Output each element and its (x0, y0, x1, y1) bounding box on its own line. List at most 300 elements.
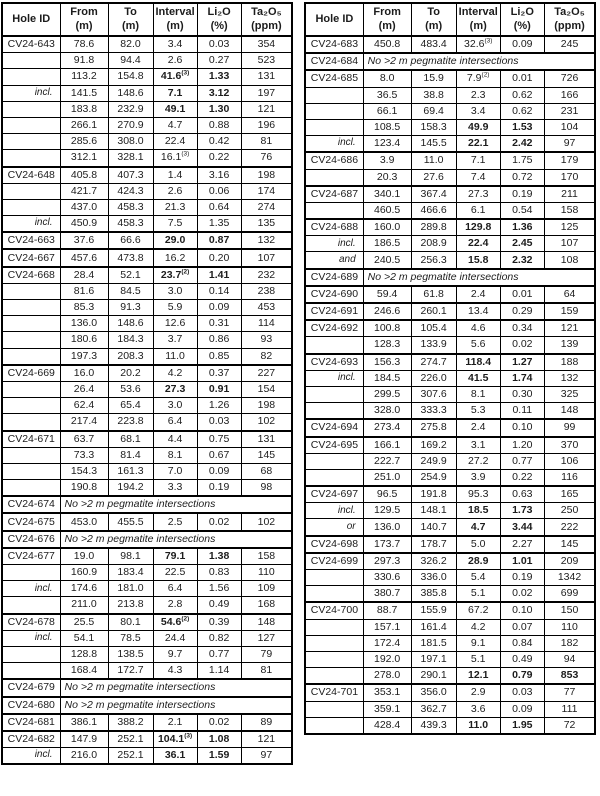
li2o-cell: 2.45 (500, 236, 544, 252)
to-cell: 270.9 (108, 117, 153, 133)
from-cell: 421.7 (60, 183, 108, 199)
table-body (305, 36, 595, 734)
from-cell: 20.3 (363, 169, 411, 186)
table-row (305, 437, 595, 454)
li2o-cell: 0.63 (500, 486, 544, 503)
to-cell: 367.4 (411, 186, 456, 203)
intercept-qualifier-cell: incl. (305, 236, 363, 252)
interval-cell: 22.5 (153, 565, 197, 581)
interval-cell: 3.9 (456, 469, 500, 486)
ta2o5-cell: 222 (544, 519, 595, 536)
from-cell: 380.7 (363, 586, 411, 603)
ta2o5-cell: 211 (544, 186, 595, 203)
table-row (305, 651, 595, 667)
hole-id-cell: CV24-684 (305, 53, 363, 70)
from-cell: 129.5 (363, 503, 411, 519)
hole-id-cell: CV24-648 (2, 167, 60, 184)
footnote-marker: (2) (181, 268, 190, 276)
column-header: Hole ID (2, 3, 60, 36)
hole-id-cell (2, 646, 60, 662)
hole-id-cell: CV24-700 (305, 602, 363, 619)
to-cell: 80.1 (108, 614, 153, 631)
ta2o5-cell: 196 (241, 117, 292, 133)
ta2o5-cell: 111 (544, 701, 595, 717)
table-row (305, 469, 595, 486)
interval-cell: 27.2 (456, 453, 500, 469)
footnote-marker: (2) (481, 71, 490, 79)
table-row (2, 365, 292, 382)
interval-cell: 4.7 (456, 519, 500, 536)
footnote-marker: (2) (181, 615, 190, 623)
table-row (2, 53, 292, 69)
column-header: To (m) (108, 3, 153, 36)
to-cell: 69.4 (411, 103, 456, 119)
interval-cell: 2.5 (153, 513, 197, 530)
interval-cell: 7.4 (456, 169, 500, 186)
hole-id-cell (2, 597, 60, 614)
li2o-cell: 0.77 (500, 453, 544, 469)
to-cell: 191.8 (411, 486, 456, 503)
to-cell: 289.8 (411, 219, 456, 236)
table-row (2, 300, 292, 316)
table-row (305, 252, 595, 269)
column-unit: (m) (469, 19, 487, 32)
from-cell: 278.0 (363, 668, 411, 685)
table-row (2, 117, 292, 133)
li2o-cell: 0.30 (500, 386, 544, 402)
table-row (305, 70, 595, 87)
li2o-cell: 1.59 (197, 748, 241, 765)
ta2o5-cell: 853 (544, 668, 595, 685)
to-cell: 208.3 (108, 348, 153, 365)
li2o-cell: 1.53 (500, 119, 544, 135)
from-cell: 174.6 (60, 581, 108, 597)
to-cell: 84.5 (108, 283, 153, 299)
no-intersection-note: No >2 m pegmatite intersections (60, 679, 292, 696)
ta2o5-cell: 132 (544, 370, 595, 386)
interval-cell: 54.6$^{(2)}$ (153, 614, 197, 631)
li2o-cell: 0.85 (197, 348, 241, 365)
from-cell: 359.1 (363, 701, 411, 717)
li2o-cell: 0.22 (197, 150, 241, 167)
interval-cell: 1.4 (153, 167, 197, 184)
hole-id-cell (2, 283, 60, 299)
from-cell: 297.3 (363, 553, 411, 570)
to-cell: 52.1 (108, 267, 153, 284)
to-cell: 336.0 (411, 570, 456, 586)
table-row (305, 619, 595, 635)
interval-cell: 24.4 (153, 630, 197, 646)
no-intersection-note: No >2 m pegmatite intersections (363, 53, 595, 70)
hole-id-cell: CV24-695 (305, 437, 363, 454)
li2o-cell: 0.86 (197, 332, 241, 348)
li2o-cell: 0.02 (500, 586, 544, 603)
interval-cell: 21.3 (153, 199, 197, 215)
table-row (2, 531, 292, 548)
table-row (305, 553, 595, 570)
from-cell: 37.6 (60, 232, 108, 249)
hole-id-cell (2, 53, 60, 69)
li2o-cell: 0.09 (500, 701, 544, 717)
li2o-cell: 0.37 (197, 365, 241, 382)
li2o-cell: 0.01 (500, 70, 544, 87)
from-cell: 184.5 (363, 370, 411, 386)
hole-id-cell (305, 701, 363, 717)
header-row (2, 3, 292, 36)
interval-cell: 49.1 (153, 101, 197, 117)
interval-cell: 2.6 (153, 183, 197, 199)
to-cell: 53.6 (108, 381, 153, 397)
table-row (2, 69, 292, 85)
table-row (305, 586, 595, 603)
to-cell: 94.4 (108, 53, 153, 69)
interval-cell: 2.6 (153, 53, 197, 69)
interval-cell: 4.6 (456, 320, 500, 337)
from-cell: 240.5 (363, 252, 411, 269)
hole-id-cell (2, 381, 60, 397)
no-intersection-note: No >2 m pegmatite intersections (60, 496, 292, 513)
hole-id-cell: CV24-675 (2, 513, 60, 530)
footnote-marker: (3) (484, 37, 493, 45)
from-cell: 312.1 (60, 150, 108, 167)
li2o-cell: 0.19 (500, 570, 544, 586)
ta2o5-cell: 170 (544, 169, 595, 186)
from-cell: 108.5 (363, 119, 411, 135)
li2o-cell: 0.11 (500, 403, 544, 420)
from-cell: 28.4 (60, 267, 108, 284)
table-row (2, 332, 292, 348)
table-body (2, 36, 292, 764)
ta2o5-cell: 106 (544, 453, 595, 469)
interval-cell: 104.1$^{(3)}$ (153, 731, 197, 748)
table-row (305, 136, 595, 153)
ta2o5-cell: 72 (544, 717, 595, 734)
table-row (305, 668, 595, 685)
li2o-cell: 1.26 (197, 398, 241, 414)
ta2o5-cell: 135 (241, 216, 292, 233)
intercept-qualifier-cell: incl. (305, 370, 363, 386)
li2o-cell: 0.02 (197, 714, 241, 731)
to-cell: 145.5 (411, 136, 456, 153)
to-cell: 105.4 (411, 320, 456, 337)
from-cell: 128.3 (363, 337, 411, 354)
interval-cell: 67.2 (456, 602, 500, 619)
ta2o5-cell: 182 (544, 635, 595, 651)
ta2o5-cell: 64 (544, 286, 595, 303)
to-cell: 249.9 (411, 453, 456, 469)
from-cell: 81.6 (60, 283, 108, 299)
interval-cell: 95.3 (456, 486, 500, 503)
ta2o5-cell: 238 (241, 283, 292, 299)
li2o-cell: 0.20 (197, 249, 241, 266)
to-cell: 154.8 (108, 69, 153, 85)
from-cell: 285.6 (60, 134, 108, 150)
ta2o5-cell: 209 (544, 553, 595, 570)
li2o-cell: 3.44 (500, 519, 544, 536)
hole-id-cell (305, 453, 363, 469)
ta2o5-cell: 354 (241, 36, 292, 53)
from-cell: 217.4 (60, 414, 108, 431)
ta2o5-cell: 245 (544, 36, 595, 53)
interval-cell: 11.0 (456, 717, 500, 734)
ta2o5-cell: 121 (241, 101, 292, 117)
ta2o5-cell: 198 (241, 167, 292, 184)
interval-cell: 2.4 (456, 286, 500, 303)
table-row (2, 249, 292, 266)
from-cell: 428.4 (363, 717, 411, 734)
interval-cell: 8.1 (456, 386, 500, 402)
to-cell: 466.6 (411, 202, 456, 219)
from-cell: 457.6 (60, 249, 108, 266)
li2o-cell: 0.10 (500, 602, 544, 619)
assay-table-right (304, 2, 596, 735)
interval-cell: 8.1 (153, 447, 197, 463)
table-row (305, 337, 595, 354)
ta2o5-cell: 150 (544, 602, 595, 619)
from-cell: 216.0 (60, 748, 108, 765)
to-cell: 194.2 (108, 480, 153, 497)
from-cell: 386.1 (60, 714, 108, 731)
ta2o5-cell: 198 (241, 398, 292, 414)
hole-id-cell: CV24-694 (305, 419, 363, 436)
no-intersection-note: No >2 m pegmatite intersections (60, 531, 292, 548)
li2o-cell: 3.12 (197, 85, 241, 101)
hole-id-cell (305, 586, 363, 603)
to-cell: 308.0 (108, 134, 153, 150)
to-cell: 326.2 (411, 553, 456, 570)
table-row (2, 581, 292, 597)
table-row (305, 536, 595, 553)
table-row (2, 697, 292, 714)
interval-cell: 22.4 (153, 134, 197, 150)
ta2o5-cell: 227 (241, 365, 292, 382)
from-cell: 136.0 (363, 519, 411, 536)
hole-id-cell (305, 169, 363, 186)
to-cell: 184.3 (108, 332, 153, 348)
interval-cell: 3.1 (456, 437, 500, 454)
to-cell: 260.1 (411, 303, 456, 320)
from-cell: 172.4 (363, 635, 411, 651)
table-row (305, 570, 595, 586)
to-cell: 82.0 (108, 36, 153, 53)
table-row (305, 684, 595, 701)
ta2o5-cell: 166 (544, 87, 595, 103)
from-cell: 8.0 (363, 70, 411, 87)
hole-id-cell: CV24-683 (305, 36, 363, 53)
column-header: From (m) (363, 3, 411, 36)
interval-cell: 9.1 (456, 635, 500, 651)
ta2o5-cell: 89 (241, 714, 292, 731)
to-cell: 161.4 (411, 619, 456, 635)
to-cell: 178.7 (411, 536, 456, 553)
hole-id-cell (2, 117, 60, 133)
from-cell: 183.8 (60, 101, 108, 117)
ta2o5-cell: 158 (241, 548, 292, 565)
from-cell: 96.5 (363, 486, 411, 503)
li2o-cell: 1.74 (500, 370, 544, 386)
interval-cell: 27.3 (456, 186, 500, 203)
ta2o5-cell: 109 (241, 581, 292, 597)
hole-id-cell: CV24-689 (305, 269, 363, 286)
table-row (2, 414, 292, 431)
interval-cell: 2.9 (456, 684, 500, 701)
interval-cell: 18.5 (456, 503, 500, 519)
from-cell: 16.0 (60, 365, 108, 382)
ta2o5-cell: 79 (241, 646, 292, 662)
intercept-qualifier-cell: incl. (2, 216, 60, 233)
to-cell: 68.1 (108, 431, 153, 448)
li2o-cell: 0.03 (197, 36, 241, 53)
hole-id-cell: CV24-669 (2, 365, 60, 382)
li2o-cell: 0.29 (500, 303, 544, 320)
to-cell: 197.1 (411, 651, 456, 667)
hole-id-cell: CV24-643 (2, 36, 60, 53)
hole-id-cell (2, 447, 60, 463)
footnote-marker: (3) (181, 69, 190, 77)
from-cell: 437.0 (60, 199, 108, 215)
from-cell: 25.5 (60, 614, 108, 631)
column-header: Ta₂O₅ (ppm) (544, 3, 595, 36)
from-cell: 453.0 (60, 513, 108, 530)
to-cell: 138.5 (108, 646, 153, 662)
hole-id-cell: CV24-692 (305, 320, 363, 337)
from-cell: 128.8 (60, 646, 108, 662)
hole-id-cell: CV24-682 (2, 731, 60, 748)
table-row (2, 679, 292, 696)
to-cell: 252.1 (108, 731, 153, 748)
hole-id-cell (305, 337, 363, 354)
intercept-qualifier-cell: incl. (2, 581, 60, 597)
li2o-cell: 1.38 (197, 548, 241, 565)
hole-id-cell (2, 480, 60, 497)
intercept-qualifier-cell: incl. (305, 136, 363, 153)
li2o-cell: 0.84 (500, 635, 544, 651)
to-cell: 169.2 (411, 437, 456, 454)
table-header (305, 3, 595, 36)
li2o-cell: 0.14 (197, 283, 241, 299)
from-cell: 113.2 (60, 69, 108, 85)
table-row (2, 548, 292, 565)
hole-id-cell: CV24-690 (305, 286, 363, 303)
ta2o5-cell: 523 (241, 53, 292, 69)
hole-id-cell: CV24-679 (2, 679, 60, 696)
ta2o5-cell: 231 (544, 103, 595, 119)
hole-id-cell (305, 386, 363, 402)
hole-id-cell (305, 668, 363, 685)
table-row (305, 269, 595, 286)
hole-id-cell: CV24-677 (2, 548, 60, 565)
hole-id-cell: CV24-698 (305, 536, 363, 553)
ta2o5-cell: 82 (241, 348, 292, 365)
interval-cell: 13.4 (456, 303, 500, 320)
interval-cell: 32.6$^{(3)}$ (456, 36, 500, 53)
ta2o5-cell: 131 (241, 69, 292, 85)
hole-id-cell (2, 332, 60, 348)
ta2o5-cell: 232 (241, 267, 292, 284)
interval-cell: 2.8 (153, 597, 197, 614)
column-unit: (m) (121, 19, 140, 32)
table-row (2, 316, 292, 332)
to-cell: 158.3 (411, 119, 456, 135)
li2o-cell: 0.67 (197, 447, 241, 463)
ta2o5-cell: 77 (544, 684, 595, 701)
table-row (305, 53, 595, 70)
interval-cell: 12.6 (153, 316, 197, 332)
ta2o5-cell: 127 (241, 630, 292, 646)
ta2o5-cell: 114 (241, 316, 292, 332)
column-unit: (m) (425, 19, 443, 32)
from-cell: 328.0 (363, 403, 411, 420)
from-cell: 19.0 (60, 548, 108, 565)
hole-id-cell (2, 414, 60, 431)
hole-id-cell (305, 202, 363, 219)
ta2o5-cell: 108 (544, 252, 595, 269)
column-unit: (ppm) (251, 19, 282, 32)
interval-cell: 2.3 (456, 87, 500, 103)
table-row (305, 303, 595, 320)
li2o-cell: 0.19 (500, 186, 544, 203)
table-row (2, 267, 292, 284)
to-cell: 458.3 (108, 216, 153, 233)
li2o-cell: 0.64 (197, 199, 241, 215)
ta2o5-cell: 274 (241, 199, 292, 215)
ta2o5-cell: 699 (544, 586, 595, 603)
to-cell: 78.5 (108, 630, 153, 646)
column-header: To (m) (411, 3, 456, 36)
hole-id-cell: CV24-674 (2, 496, 60, 513)
li2o-cell: 1.14 (197, 663, 241, 680)
li2o-cell: 0.83 (197, 565, 241, 581)
table-row (2, 646, 292, 662)
li2o-cell: 0.39 (197, 614, 241, 631)
to-cell: 328.1 (108, 150, 153, 167)
ta2o5-cell: 121 (241, 731, 292, 748)
no-intersection-note: No >2 m pegmatite intersections (60, 697, 292, 714)
column-unit: (m) (75, 19, 93, 32)
to-cell: 274.7 (411, 354, 456, 371)
to-cell: 15.9 (411, 70, 456, 87)
table-row (305, 386, 595, 402)
to-cell: 232.9 (108, 101, 153, 117)
from-cell: 192.0 (363, 651, 411, 667)
column-header: Interval (m) (456, 3, 500, 36)
hole-id-cell (305, 619, 363, 635)
intercept-qualifier-cell: incl. (305, 503, 363, 519)
li2o-cell: 0.19 (197, 480, 241, 497)
table-row (2, 480, 292, 497)
table-row (305, 169, 595, 186)
intercept-qualifier-cell: incl. (2, 748, 60, 765)
from-cell: 186.5 (363, 236, 411, 252)
column-header: Li₂O (%) (500, 3, 544, 36)
hole-id-cell (305, 717, 363, 734)
table-row (2, 36, 292, 53)
from-cell: 85.3 (60, 300, 108, 316)
from-cell: 450.8 (363, 36, 411, 53)
to-cell: 140.7 (411, 519, 456, 536)
from-cell: 156.3 (363, 354, 411, 371)
interval-cell: 3.6 (456, 701, 500, 717)
table-row (305, 635, 595, 651)
column-unit: (%) (513, 19, 531, 32)
table-row (2, 714, 292, 731)
ta2o5-cell: 158 (544, 202, 595, 219)
from-cell: 136.0 (60, 316, 108, 332)
to-cell: 290.1 (411, 668, 456, 685)
from-cell: 78.6 (60, 36, 108, 53)
column-header: Interval (m) (153, 3, 197, 36)
hole-id-cell (2, 134, 60, 150)
